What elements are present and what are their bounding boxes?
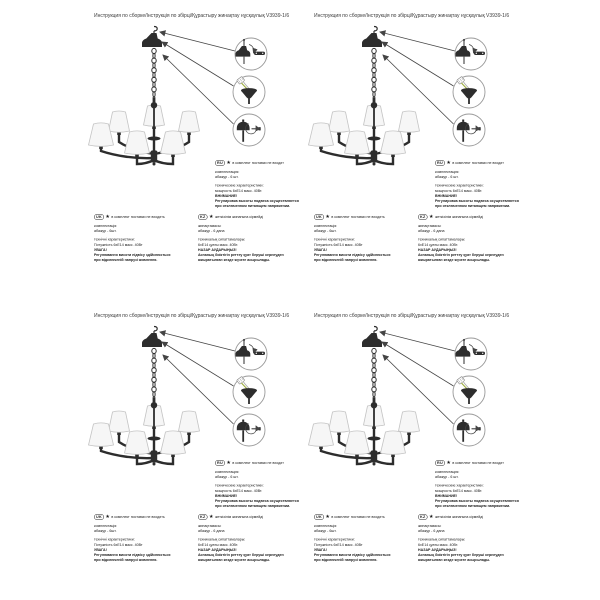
uk-config-label: комплектація: — [314, 223, 338, 228]
ru-warning-line1: Регулировка высоты подвеса осуществляется — [435, 198, 519, 204]
kz-warning-line1: Аспаның биіктігін реттеу қуат беруші кернеуден — [198, 252, 284, 258]
ru-not-included-note: в комплект поставки не входит — [232, 160, 284, 165]
kz-section — [418, 514, 522, 600]
ru-warning-line1: Регулировка высоты подвеса осуществляется — [435, 498, 519, 504]
lamp-shade — [399, 411, 420, 432]
not-included-star-icon: ★ — [446, 160, 451, 166]
callout-step-fixing — [453, 114, 485, 146]
page-title-text: Инструкция по сборке/Інструкція по збірці/Құрастыру жинақтау нұсқаулық V3939-1/6 — [314, 13, 510, 19]
ru-config-value: абажур - 6 шт. — [435, 474, 459, 480]
kz-language-badge: KZ — [200, 514, 206, 519]
suspension-chain — [152, 348, 156, 396]
lamp-shade — [381, 431, 406, 455]
uk-warning-line2: при відключеній напрузі живлення. — [314, 557, 378, 563]
uk-warning-label: УВАГА! — [94, 547, 107, 552]
uk-config-label: комплектація: — [94, 223, 118, 228]
kz-specs-label: техникалық сипаттамалары: — [198, 537, 246, 542]
kz-config-label: жинақтамасы: — [418, 523, 442, 528]
uk-warning-label: УВАГА! — [314, 547, 327, 552]
not-included-star-icon: ★ — [105, 514, 110, 520]
kz-specs-label: техникалық сипаттамалары: — [198, 237, 246, 242]
kz-specs-label: техникалық сипаттамалары: — [418, 237, 466, 242]
uk-warning-line2: при відключеній напрузі живлення. — [94, 257, 158, 263]
kz-not-included-note: жеткізілім жинағына кірмейді — [434, 214, 484, 219]
kz-warning-line2: ажыратылған кезде жүзеге асырылады. — [418, 557, 491, 563]
callout-step-bracket — [455, 338, 487, 370]
uk-specs-label: технічні характеристики: — [314, 537, 355, 542]
kz-not-included-note: жеткізілім жинағына кірмейді — [214, 514, 264, 519]
ceiling-canopy — [362, 333, 382, 347]
uk-config-label: комплектація: — [94, 523, 118, 528]
not-included-star-icon: ★ — [226, 460, 231, 466]
ceiling-hook — [154, 27, 157, 34]
kz-config-value: абажур - 6 дана — [418, 528, 445, 534]
uk-config-value: абажур - 6шт. — [94, 528, 117, 534]
ceiling-canopy — [362, 33, 382, 47]
ru-specs-value: мощность 6хЕ14 макс. 40Вт. — [435, 188, 483, 193]
uk-specs-label: технічні характеристики: — [94, 237, 135, 242]
ru-language-badge: RU — [437, 160, 443, 165]
kz-section — [198, 214, 302, 319]
ru-warning-line2: при отключенном питающем напряжении. — [435, 503, 511, 509]
kz-specs-value: 6хЕ14 қуаты макс. 40Вт. — [198, 242, 239, 247]
page-title-text: Инструкция по сборке/Інструкція по збірці/Құрастыру жинақтау нұсқаулық V3939-1/6 — [94, 13, 290, 19]
lamp-shade — [125, 131, 150, 155]
ru-warning-label: ВНИМАНИЕ! — [435, 493, 458, 498]
callout-step-wiring — [453, 76, 485, 108]
kz-config-label: жинақтамасы: — [198, 523, 222, 528]
suspension-chain — [372, 348, 376, 396]
ru-not-included-note: в комплект поставки не входит — [452, 160, 504, 165]
ru-specs-label: технические характеристики: — [435, 483, 484, 488]
lamp-shade — [329, 111, 350, 132]
uk-specs-value: Потужність 6хЕ14 макс. 40Вт — [94, 542, 143, 547]
not-included-star-icon: ★ — [209, 214, 214, 220]
ru-warning-line2: при отключенном питающем напряжении. — [435, 203, 511, 209]
uk-section — [94, 214, 198, 319]
kz-warning-label: НАЗАР АУДАРЫҢЫЗ! — [198, 547, 237, 552]
callout-step-bracket — [235, 338, 267, 370]
lamp-shade — [161, 431, 186, 455]
kz-config-value: абажур - 6 дана — [418, 228, 445, 234]
lamp-shade — [381, 131, 406, 155]
ru-warning-line2: при отключенном питающем напряжении. — [215, 203, 291, 209]
kz-specs-value: 6хЕ14 қуаты макс. 40Вт. — [418, 242, 459, 247]
ru-warning-label: ВНИМАНИЕ! — [435, 193, 458, 198]
uk-not-included-note: в комплект поставки не входить — [111, 214, 165, 219]
uk-warning-line1: Регулювання висоти підвісу здійснюється — [314, 552, 391, 558]
uk-config-value: абажур - 6шт. — [314, 228, 337, 234]
uk-language-badge: UK — [96, 214, 102, 219]
kz-warning-line2: ажыратылған кезде жүзеге асырылады. — [198, 257, 271, 263]
uk-warning-label: УВАГА! — [94, 247, 107, 252]
not-included-star-icon: ★ — [429, 214, 434, 220]
callout-step-wiring — [453, 376, 485, 408]
callout-arrow-chain — [163, 55, 234, 124]
uk-warning-line1: Регулювання висоти підвісу здійснюється — [94, 252, 171, 258]
callout-arrows — [160, 32, 235, 124]
lamp-shade — [345, 131, 370, 155]
ru-warning-line1: Регулировка высоты подвеса осуществляется — [215, 498, 299, 504]
ru-language-badge: RU — [437, 460, 443, 465]
uk-section — [314, 214, 418, 319]
ceiling-hook — [154, 327, 157, 334]
kz-warning-line1: Аспаның биіктігін реттеу қуат беруші кернеуден — [418, 252, 504, 258]
uk-section — [314, 514, 418, 600]
kz-not-included-note: жеткізілім жинағына кірмейді — [434, 514, 484, 519]
lamp-shade — [345, 431, 370, 455]
not-included-star-icon: ★ — [429, 514, 434, 520]
lamp-shade — [179, 111, 200, 132]
ru-specs-label: технические характеристики: — [215, 483, 264, 488]
uk-warning-label: УВАГА! — [314, 247, 327, 252]
lamp-shade — [161, 131, 186, 155]
callout-step-bracket — [455, 38, 487, 70]
ru-config-label: комплектация: — [435, 469, 460, 474]
ceiling-hook — [374, 327, 377, 334]
kz-config-label: жинақтамасы: — [418, 223, 442, 228]
ru-warning-line1: Регулировка высоты подвеса осуществляется — [215, 198, 299, 204]
ru-config-value: абажур - 6 шт. — [215, 174, 239, 180]
chandelier-illustration — [88, 324, 306, 474]
ru-language-badge: RU — [217, 460, 223, 465]
ceiling-hook — [374, 27, 377, 34]
lamp-shade — [109, 411, 130, 432]
lamp-shade — [109, 111, 130, 132]
kz-specs-label: техникалық сипаттамалары: — [418, 537, 466, 542]
ru-language-badge: RU — [217, 160, 223, 165]
ru-specs-value: мощность 6хЕ14 макс. 40Вт. — [435, 488, 483, 493]
not-included-star-icon: ★ — [209, 514, 214, 520]
kz-specs-value: 6хЕ14 қуаты макс. 40Вт. — [418, 542, 459, 547]
kz-warning-line2: ажыратылған кезде жүзеге асырылады. — [418, 257, 491, 263]
uk-specs-label: технічні характеристики: — [314, 237, 355, 242]
uk-config-value: абажур - 6шт. — [314, 528, 337, 534]
ru-not-included-note: в комплект поставки не входит — [232, 460, 284, 465]
kz-warning-line1: Аспаның биіктігін реттеу қуат беруші кернеуден — [198, 552, 284, 558]
uk-warning-line1: Регулювання висоти підвісу здійснюється — [94, 552, 171, 558]
ru-specs-value: мощность 6хЕ14 макс. 40Вт. — [215, 488, 263, 493]
kz-not-included-note: жеткізілім жинағына кірмейді — [214, 214, 264, 219]
uk-specs-value: Потужність 6хЕ14 макс. 40Вт — [314, 542, 363, 547]
uk-config-label: комплектація: — [314, 523, 338, 528]
kz-specs-value: 6хЕ14 қуаты макс. 40Вт. — [198, 542, 239, 547]
not-included-star-icon: ★ — [325, 214, 330, 220]
uk-not-included-note: в комплект поставки не входить — [111, 514, 165, 519]
callout-step-fixing — [453, 414, 485, 446]
uk-warning-line2: при відключеній напрузі живлення. — [94, 557, 158, 563]
page-title-text: Инструкция по сборке/Інструкція по збірці/Құрастыру жинақтау нұсқаулық V3939-1/6 — [314, 313, 510, 319]
not-included-star-icon: ★ — [325, 514, 330, 520]
ru-specs-value: мощность 6хЕ14 макс. 40Вт. — [215, 188, 263, 193]
not-included-star-icon: ★ — [226, 160, 231, 166]
ru-config-label: комплектация: — [215, 169, 240, 174]
uk-not-included-note: в комплект поставки не входить — [331, 514, 385, 519]
kz-warning-line1: Аспаның биіктігін реттеу қуат беруші кернеуден — [418, 552, 504, 558]
uk-specs-value: Потужність 6хЕ14 макс. 40Вт — [314, 242, 363, 247]
ru-config-label: комплектация: — [215, 469, 240, 474]
callout-arrows — [380, 332, 455, 424]
lamp-shade — [399, 111, 420, 132]
lamp-shade — [125, 431, 150, 455]
kz-warning-line2: ажыратылған кезде жүзеге асырылады. — [198, 557, 271, 563]
uk-warning-line1: Регулювання висоти підвісу здійснюється — [314, 252, 391, 258]
callout-arrows — [380, 32, 455, 124]
lamp-shade — [179, 411, 200, 432]
callout-arrow-chain — [163, 355, 234, 424]
callout-step-fixing — [233, 414, 265, 446]
kz-language-badge: KZ — [420, 514, 426, 519]
callout-step-wiring — [233, 376, 265, 408]
callout-arrow-chain — [383, 55, 454, 124]
uk-section — [94, 514, 198, 600]
uk-language-badge: UK — [96, 514, 102, 519]
kz-language-badge: KZ — [420, 214, 426, 219]
kz-config-label: жинақтамасы: — [198, 223, 222, 228]
callout-arrows — [160, 332, 235, 424]
ru-config-label: комплектация: — [435, 169, 460, 174]
kz-warning-label: НАЗАР АУДАРЫҢЫЗ! — [418, 547, 457, 552]
callout-step-bracket — [235, 38, 267, 70]
instruction-quadrant — [308, 8, 526, 300]
uk-not-included-note: в комплект поставки не входить — [331, 214, 385, 219]
chandelier-illustration — [308, 24, 526, 174]
suspension-chain — [152, 48, 156, 96]
uk-language-badge: UK — [316, 514, 322, 519]
kz-config-value: абажур - 6 дана — [198, 528, 225, 534]
chandelier-illustration — [308, 324, 526, 474]
ru-config-value: абажур - 6 шт. — [435, 174, 459, 180]
kz-section — [418, 214, 522, 319]
uk-language-badge: UK — [316, 214, 322, 219]
uk-specs-value: Потужність 6хЕ14 макс. 40Вт — [94, 242, 143, 247]
kz-warning-label: НАЗАР АУДАРЫҢЫЗ! — [198, 247, 237, 252]
ru-specs-label: технические характеристики: — [435, 183, 484, 188]
uk-config-value: абажур - 6шт. — [94, 228, 117, 234]
ceiling-canopy — [142, 33, 162, 47]
ceiling-canopy — [142, 333, 162, 347]
kz-config-value: абажур - 6 дана — [198, 228, 225, 234]
instruction-quadrant — [88, 308, 306, 600]
ru-config-value: абажур - 6 шт. — [215, 474, 239, 480]
ru-warning-label: ВНИМАНИЕ! — [215, 193, 238, 198]
not-included-star-icon: ★ — [105, 214, 110, 220]
callout-step-fixing — [233, 114, 265, 146]
instruction-quadrant — [88, 8, 306, 300]
callout-step-wiring — [233, 76, 265, 108]
uk-warning-line2: при відключеній напрузі живлення. — [314, 257, 378, 263]
kz-language-badge: KZ — [200, 214, 206, 219]
page-title-text: Инструкция по сборке/Інструкція по збірці/Құрастыру жинақтау нұсқаулық V3939-1/6 — [94, 313, 290, 319]
kz-section — [198, 514, 302, 600]
suspension-chain — [372, 48, 376, 96]
kz-warning-label: НАЗАР АУДАРЫҢЫЗ! — [418, 247, 457, 252]
instruction-quadrant — [308, 308, 526, 600]
ru-not-included-note: в комплект поставки не входит — [452, 460, 504, 465]
callout-arrow-chain — [383, 355, 454, 424]
lamp-shade — [329, 411, 350, 432]
ru-warning-label: ВНИМАНИЕ! — [215, 493, 238, 498]
ru-specs-label: технические характеристики: — [215, 183, 264, 188]
chandelier-illustration — [88, 24, 306, 174]
not-included-star-icon: ★ — [446, 460, 451, 466]
ru-warning-line2: при отключенном питающем напряжении. — [215, 503, 291, 509]
uk-specs-label: технічні характеристики: — [94, 537, 135, 542]
